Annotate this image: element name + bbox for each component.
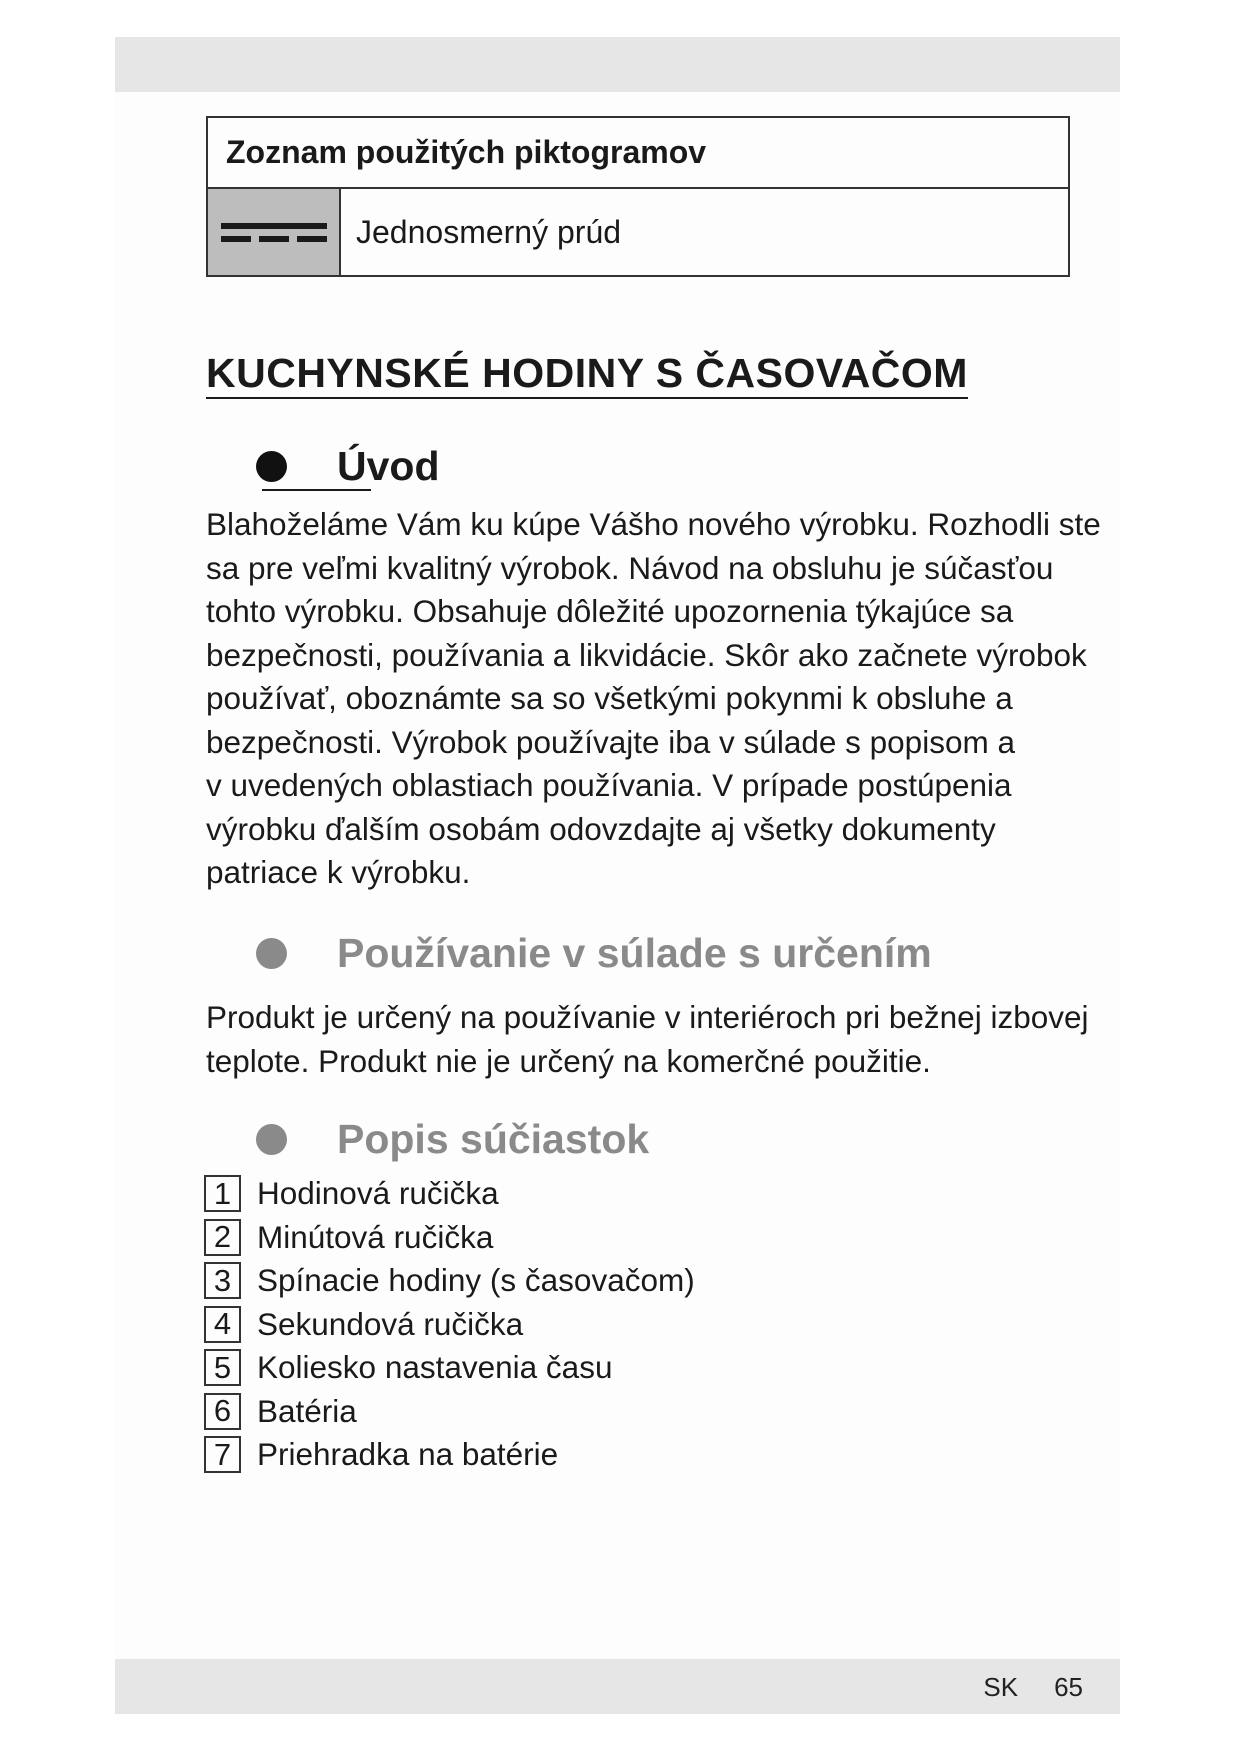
list-item (204, 1390, 695, 1434)
part-number: 6 (204, 1393, 241, 1430)
part-number: 2 (204, 1219, 241, 1256)
section-heading-parts (256, 1116, 649, 1163)
paragraph-line: výrobku ďalším osobám odovzdajte aj všetky dokumenty (206, 810, 996, 847)
paragraph-line: teplote. Produkt nie je určený na komerčné použitie. (206, 1042, 931, 1079)
list-item (204, 1433, 695, 1477)
intro-paragraph (206, 503, 1101, 895)
bullet-icon (256, 451, 287, 482)
parts-heading: Popis súčiastok (337, 1116, 650, 1162)
page-footer (983, 1672, 1083, 1703)
direct-current-icon (208, 189, 341, 275)
pictogram-row (208, 189, 1068, 275)
bullet-icon (256, 938, 287, 969)
paragraph-line: tohto výrobku. Obsahuje dôležité upozornenia týkajúce sa (206, 593, 1014, 629)
intended-use-paragraph (206, 996, 1089, 1083)
paragraph-line: v uvedených oblastiach používania. V prípade postúpenia (206, 767, 1012, 803)
paragraph-line: Blahoželáme Vám ku kúpe Vášho nového výrobku. Rozhodli ste (206, 506, 1101, 542)
part-number: 4 (204, 1306, 241, 1343)
main-title: KUCHYNSKÉ HODINY S ČASOVAČOM (206, 350, 968, 399)
paragraph-line: bezpečnosti, používania a likvidácie. Skôr ako začnete výrobok (206, 636, 1087, 673)
part-number: 3 (204, 1262, 241, 1299)
part-number: 7 (204, 1436, 241, 1473)
pictogram-table (206, 116, 1070, 277)
section-heading-intro (256, 443, 440, 490)
paragraph-line: bezpečnosti. Výrobok používajte iba v súlade s popisom a (206, 723, 1015, 760)
part-label: Hodinová ručička (257, 1175, 499, 1212)
part-number: 5 (204, 1349, 241, 1386)
part-label: Spínacie hodiny (s časovačom) (257, 1262, 695, 1299)
list-item (204, 1172, 695, 1216)
part-label: Koliesko nastavenia času (257, 1349, 613, 1386)
section-heading-intended-use (256, 930, 932, 977)
pictogram-table-title: Zoznam použitých piktogramov (208, 118, 1068, 189)
heading-underline (262, 489, 371, 491)
part-label: Minútová ručička (257, 1218, 494, 1255)
list-item (204, 1216, 695, 1260)
list-item (204, 1303, 695, 1347)
header-band (115, 37, 1120, 92)
intended-use-heading: Používanie v súlade s určením (337, 930, 932, 976)
bullet-icon (256, 1124, 287, 1155)
list-item (204, 1259, 695, 1303)
paragraph-line: patriace k výrobku. (206, 854, 471, 890)
paragraph-line: sa pre veľmi kvalitný výrobok. Návod na obsluhu je súčasťou (206, 549, 1054, 586)
pictogram-label: Jednosmerný prúd (356, 213, 622, 250)
page-number: 65 (1054, 1672, 1083, 1702)
part-label: Priehradka na batérie (257, 1436, 559, 1473)
footer-band (115, 1659, 1120, 1714)
paragraph-line: Produkt je určený na používanie v interiéroch pri bežnej izbovej (206, 999, 1089, 1035)
intro-heading: Úvod (337, 443, 440, 489)
list-item (204, 1346, 695, 1390)
part-number: 1 (204, 1175, 241, 1212)
paragraph-line: používať, oboznámte sa so všetkými pokynmi k obsluhe a (206, 680, 1013, 716)
footer-language: SK (983, 1672, 1019, 1702)
part-label: Batéria (257, 1392, 357, 1429)
part-label: Sekundová ručička (257, 1305, 524, 1342)
parts-list (204, 1172, 695, 1477)
